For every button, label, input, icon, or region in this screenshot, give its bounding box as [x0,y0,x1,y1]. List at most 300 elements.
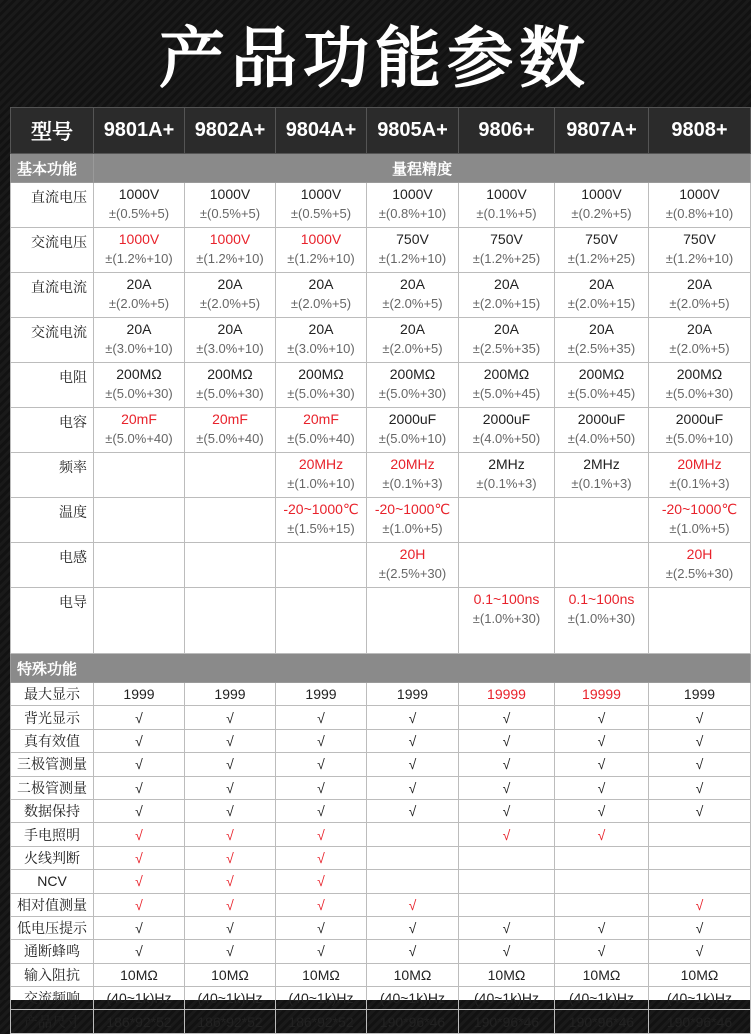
check-mark: √ [94,940,185,963]
range-value: 20A [400,276,425,292]
feature-value: (40~1k)Hz [367,987,459,1010]
spec-cell [185,183,276,228]
spec-row-label: 交流电压 [11,228,94,273]
spec-cell [555,183,649,228]
spec-cell [276,498,367,543]
spec-cell [555,363,649,408]
spec-row-label: 温度 [11,498,94,543]
accuracy-value: ±(2.0%+15) [472,296,541,311]
spec-cell [94,543,185,588]
range-value: 20A [308,321,334,337]
check-mark: √ [555,799,649,822]
feature-label: 最大显示 [11,683,94,706]
feature-label: 背光显示 [11,706,94,729]
feature-value [459,870,555,893]
check-mark: √ [367,729,459,752]
range-value: 750V [585,231,618,247]
model-name: 9805A+ [367,108,459,154]
section-label: 特殊功能 [11,654,751,683]
check-mark: √ [459,753,555,776]
spec-cell [459,453,555,498]
range-value: 2000uF [388,411,437,427]
spec-row-label: 电感 [11,543,94,588]
feature-value: 186*92*52 [276,1010,367,1033]
spec-cell [185,408,276,453]
spec-cell [555,588,649,654]
check-mark: √ [276,893,367,916]
range-value: 200MΩ [298,366,344,382]
feature-row [11,683,751,706]
accuracy-value: ±(0.1%+3) [571,476,632,491]
check-mark: √ [94,799,185,822]
feature-row [11,1010,751,1033]
check-mark: √ [649,940,751,963]
feature-value: 10MΩ [459,963,555,986]
spec-cell [459,498,555,543]
check-mark: √ [185,776,276,799]
check-mark: √ [555,940,649,963]
check-mark: √ [276,776,367,799]
range-value: 20A [217,321,243,337]
range-value: 1000V [679,186,720,202]
accuracy-value: ±(0.5%+5) [199,206,261,221]
feature-value [555,893,649,916]
accuracy-value: ±(3.0%+10) [287,341,355,356]
range-value: 2000uF [675,411,724,427]
spec-cell [276,408,367,453]
check-mark: √ [459,799,555,822]
check-mark: √ [555,916,649,939]
spec-cell [185,498,276,543]
spec-row-label: 交流电流 [11,318,94,363]
spec-cell [459,273,555,318]
accuracy-value: ±(2.0%+5) [290,296,352,311]
spec-cell [367,228,459,273]
spec-cell [649,363,751,408]
accuracy-value: ±(5.0%+30) [665,386,734,401]
feature-value: 10MΩ [367,963,459,986]
spec-cell [94,588,185,654]
feature-row [11,706,751,729]
accuracy-value: ±(0.1%+3) [382,476,443,491]
feature-label: 交流频响 [11,987,94,1010]
accuracy-value: ±(2.5%+35) [472,341,541,356]
accuracy-value: ±(2.0%+15) [567,296,636,311]
range-value: 20mF [303,411,339,427]
range-value: 2000uF [577,411,626,427]
check-mark: √ [94,916,185,939]
check-mark: √ [649,706,751,729]
feature-row [11,916,751,939]
accuracy-value: ±(0.1%+5) [476,206,537,221]
check-mark: √ [185,846,276,869]
spec-cell [94,228,185,273]
feature-value: 190*96*46 [555,1010,649,1033]
accuracy-value: ±(3.0%+10) [196,341,264,356]
feature-value: 190*96*46 [367,1010,459,1033]
range-value: 20mF [212,411,248,427]
check-mark: √ [94,870,185,893]
spec-cell [555,498,649,543]
feature-label: 二极管测量 [11,776,94,799]
feature-row [11,987,751,1010]
accuracy-value: ±(2.5%+30) [378,566,447,581]
check-mark: √ [367,753,459,776]
model-header-label: 型号 [11,108,94,154]
accuracy-value: ±(2.0%+5) [669,341,730,356]
spec-row-label: 电阻 [11,363,94,408]
check-mark: √ [185,706,276,729]
check-mark: √ [555,729,649,752]
spec-cell [555,318,649,363]
spec-cell [94,273,185,318]
range-value: 200MΩ [389,366,436,382]
accuracy-value: ±(3.0%+10) [105,341,173,356]
range-value: 20A [589,276,614,292]
feature-value: 19999 [459,683,555,706]
feature-label: 低电压提示 [11,916,94,939]
accuracy-value: ±(2.0%+5) [108,296,170,311]
spec-cell [185,363,276,408]
check-mark: √ [555,753,649,776]
range-value: 750V [490,231,523,247]
accuracy-value: ±(5.0%+30) [105,386,173,401]
feature-label: 输入阻抗 [11,963,94,986]
feature-label: 手电照明 [11,823,94,846]
spec-cell [185,588,276,654]
feature-value [649,823,751,846]
spec-cell [276,183,367,228]
check-mark: √ [94,706,185,729]
check-mark: √ [276,753,367,776]
feature-value: 10MΩ [555,963,649,986]
accuracy-value: ±(5.0%+30) [287,386,355,401]
check-mark: √ [185,799,276,822]
range-value: 200MΩ [207,366,253,382]
spec-row-label: 频率 [11,453,94,498]
range-value: 20A [494,276,519,292]
spec-cell [649,183,751,228]
accuracy-value: ±(2.0%+5) [669,296,730,311]
feature-label: 三极管测量 [11,753,94,776]
range-value: -20~1000℃ [283,501,359,517]
feature-value: 10MΩ [276,963,367,986]
check-mark: √ [276,729,367,752]
page-title: 产品功能参数 [159,20,591,97]
model-name: 9801A+ [94,108,185,154]
feature-value: (40~1k)Hz [94,987,185,1010]
accuracy-value: ±(0.5%+5) [108,206,170,221]
check-mark: √ [459,706,555,729]
check-mark: √ [367,940,459,963]
feature-row [11,799,751,822]
feature-row [11,846,751,869]
range-value: 1000V [209,186,251,202]
range-value: 20A [400,321,425,337]
spec-cell [94,183,185,228]
check-mark: √ [276,823,367,846]
accuracy-value: ±(5.0%+30) [378,386,447,401]
spec-row-label: 直流电压 [11,183,94,228]
check-mark: √ [649,776,751,799]
range-value: 0.1~100ns [473,591,540,607]
range-value: 200MΩ [116,366,162,382]
accuracy-value: ±(5.0%+40) [105,431,173,446]
feature-value [459,893,555,916]
spec-cell [276,588,367,654]
check-mark: √ [649,799,751,822]
accuracy-value: ±(0.8%+10) [665,206,734,221]
spec-row-label: 电导 [11,588,94,654]
accuracy-value: ±(2.5%+30) [665,566,734,581]
spec-row [11,588,751,654]
check-mark: √ [367,799,459,822]
range-value: 20A [494,321,519,337]
spec-cell [649,588,751,654]
check-mark: √ [459,940,555,963]
accuracy-value: ±(4.0%+50) [567,431,636,446]
spec-cell [185,228,276,273]
feature-label: 通断蜂鸣 [11,940,94,963]
spec-cell [459,408,555,453]
feature-label: NCV [11,870,94,893]
accuracy-value: ±(1.2%+25) [472,251,541,266]
spec-cell [94,318,185,363]
accuracy-value: ±(1.0%+30) [567,611,636,626]
check-mark: √ [94,893,185,916]
feature-value [459,846,555,869]
range-value: 20A [126,321,152,337]
accuracy-value: ±(1.0%+30) [472,611,541,626]
check-mark: √ [649,753,751,776]
spec-cell [555,408,649,453]
feature-label: 真有效值 [11,729,94,752]
check-mark: √ [276,846,367,869]
check-mark: √ [185,823,276,846]
spec-cell [459,588,555,654]
spec-cell [94,453,185,498]
range-value: 20H [686,546,713,562]
spec-row [11,318,751,363]
feature-row [11,940,751,963]
spec-cell [555,273,649,318]
feature-value: 10MΩ [649,963,751,986]
check-mark: √ [459,823,555,846]
accuracy-value: ±(4.0%+50) [472,431,541,446]
model-name: 9804A+ [276,108,367,154]
spec-cell [276,453,367,498]
feature-value: 1999 [649,683,751,706]
spec-row [11,543,751,588]
feature-row [11,870,751,893]
range-value: 1000V [209,231,251,247]
spec-cell [649,453,751,498]
range-value: 2000uF [482,411,531,427]
spec-cell [649,228,751,273]
check-mark: √ [185,940,276,963]
feature-value: 1999 [94,683,185,706]
feature-value: (40~1k)Hz [649,987,751,1010]
accuracy-value: ±(0.1%+3) [476,476,537,491]
spec-cell [555,228,649,273]
range-value: 20MHz [390,456,435,472]
range-value: 1000V [118,231,160,247]
spec-cell [276,228,367,273]
range-value: 20A [687,321,712,337]
accuracy-value: ±(5.0%+40) [287,431,355,446]
range-value: 20mF [121,411,157,427]
spec-cell [94,363,185,408]
spec-row [11,183,751,228]
model-name: 9802A+ [185,108,276,154]
spec-cell [649,318,751,363]
feature-row [11,729,751,752]
check-mark: √ [185,870,276,893]
feature-value [367,823,459,846]
spec-cell [367,318,459,363]
check-mark: √ [459,729,555,752]
check-mark: √ [185,729,276,752]
range-value: 200MΩ [483,366,530,382]
range-value: 1000V [118,186,160,202]
spec-cell [276,363,367,408]
accuracy-value: ±(2.0%+5) [382,341,443,356]
feature-value: (40~1k)Hz [185,987,276,1010]
spec-table [10,107,751,1034]
range-value: 1000V [300,231,342,247]
check-mark: √ [649,893,751,916]
check-mark: √ [94,823,185,846]
model-name: 9806+ [459,108,555,154]
spec-cell [94,408,185,453]
feature-value: (40~1k)Hz [276,987,367,1010]
feature-value: 190*96*46 [459,1010,555,1033]
spec-cell [185,273,276,318]
range-value: 1000V [392,186,433,202]
spec-cell [185,453,276,498]
feature-label: 数据保持 [11,799,94,822]
range-value: 2MHz [583,456,620,472]
feature-label: 产品尺寸 [11,1010,94,1033]
accuracy-value: ±(1.0%+5) [669,521,730,536]
accuracy-value: ±(2.5%+35) [567,341,636,356]
check-mark: √ [649,729,751,752]
range-value: 200MΩ [676,366,723,382]
feature-value: 186*92*52 [94,1010,185,1033]
accuracy-value: ±(5.0%+10) [665,431,734,446]
range-value: 20A [217,276,243,292]
check-mark: √ [367,916,459,939]
check-mark: √ [276,706,367,729]
check-mark: √ [94,753,185,776]
check-mark: √ [367,776,459,799]
spec-cell [367,183,459,228]
spec-cell [367,453,459,498]
range-value: -20~1000℃ [661,501,738,517]
accuracy-value: ±(1.2%+10) [287,251,355,266]
model-name: 9807A+ [555,108,649,154]
range-value: 0.1~100ns [568,591,635,607]
spec-cell [276,318,367,363]
feature-value [367,846,459,869]
spec-cell [367,408,459,453]
spec-cell [367,363,459,408]
special-section-row [11,654,751,683]
spec-cell [649,498,751,543]
spec-cell [459,363,555,408]
accuracy-value: ±(1.0%+10) [287,476,355,491]
check-mark: √ [367,893,459,916]
range-value: 1000V [300,186,342,202]
accuracy-value: ±(1.2%+10) [105,251,173,266]
accuracy-value: ±(2.0%+5) [199,296,261,311]
check-mark: √ [276,870,367,893]
spec-cell [555,453,649,498]
range-value: 1000V [581,186,622,202]
range-value: 200MΩ [578,366,625,382]
range-value: 20MHz [298,456,344,472]
check-mark: √ [185,893,276,916]
feature-value [555,846,649,869]
feature-value [367,870,459,893]
range-value: 20A [308,276,334,292]
spec-cell [459,543,555,588]
accuracy-value: ±(0.5%+5) [290,206,352,221]
spec-row [11,408,751,453]
spec-row [11,228,751,273]
spec-cell [649,543,751,588]
range-value: 20A [589,321,614,337]
spec-cell [185,543,276,588]
section-label: 基本功能 [11,154,94,183]
feature-row [11,893,751,916]
check-mark: √ [94,729,185,752]
range-value: 2MHz [488,456,525,472]
feature-value: (40~1k)Hz [459,987,555,1010]
feature-value: 190*96*46 [649,1010,751,1033]
accuracy-value: ±(2.0%+5) [382,296,443,311]
section-title: 量程精度 [94,154,751,183]
spec-table-card [10,107,750,1030]
spec-row-label: 电容 [11,408,94,453]
feature-row [11,753,751,776]
accuracy-value: ±(1.2%+10) [196,251,264,266]
spec-cell [459,228,555,273]
feature-value: 10MΩ [185,963,276,986]
accuracy-value: ±(5.0%+40) [196,431,264,446]
check-mark: √ [459,776,555,799]
range-value: -20~1000℃ [374,501,451,517]
check-mark: √ [555,823,649,846]
accuracy-value: ±(1.5%+15) [287,521,355,536]
check-mark: √ [649,916,751,939]
check-mark: √ [276,799,367,822]
spec-cell [185,318,276,363]
spec-cell [555,543,649,588]
check-mark: √ [94,846,185,869]
check-mark: √ [276,940,367,963]
check-mark: √ [367,706,459,729]
spec-cell [276,543,367,588]
accuracy-value: ±(5.0%+30) [196,386,264,401]
accuracy-value: ±(0.1%+3) [669,476,730,491]
model-header-row [11,108,751,154]
feature-row [11,823,751,846]
check-mark: √ [276,916,367,939]
feature-value [649,846,751,869]
check-mark: √ [555,776,649,799]
accuracy-value: ±(1.2%+10) [665,251,734,266]
